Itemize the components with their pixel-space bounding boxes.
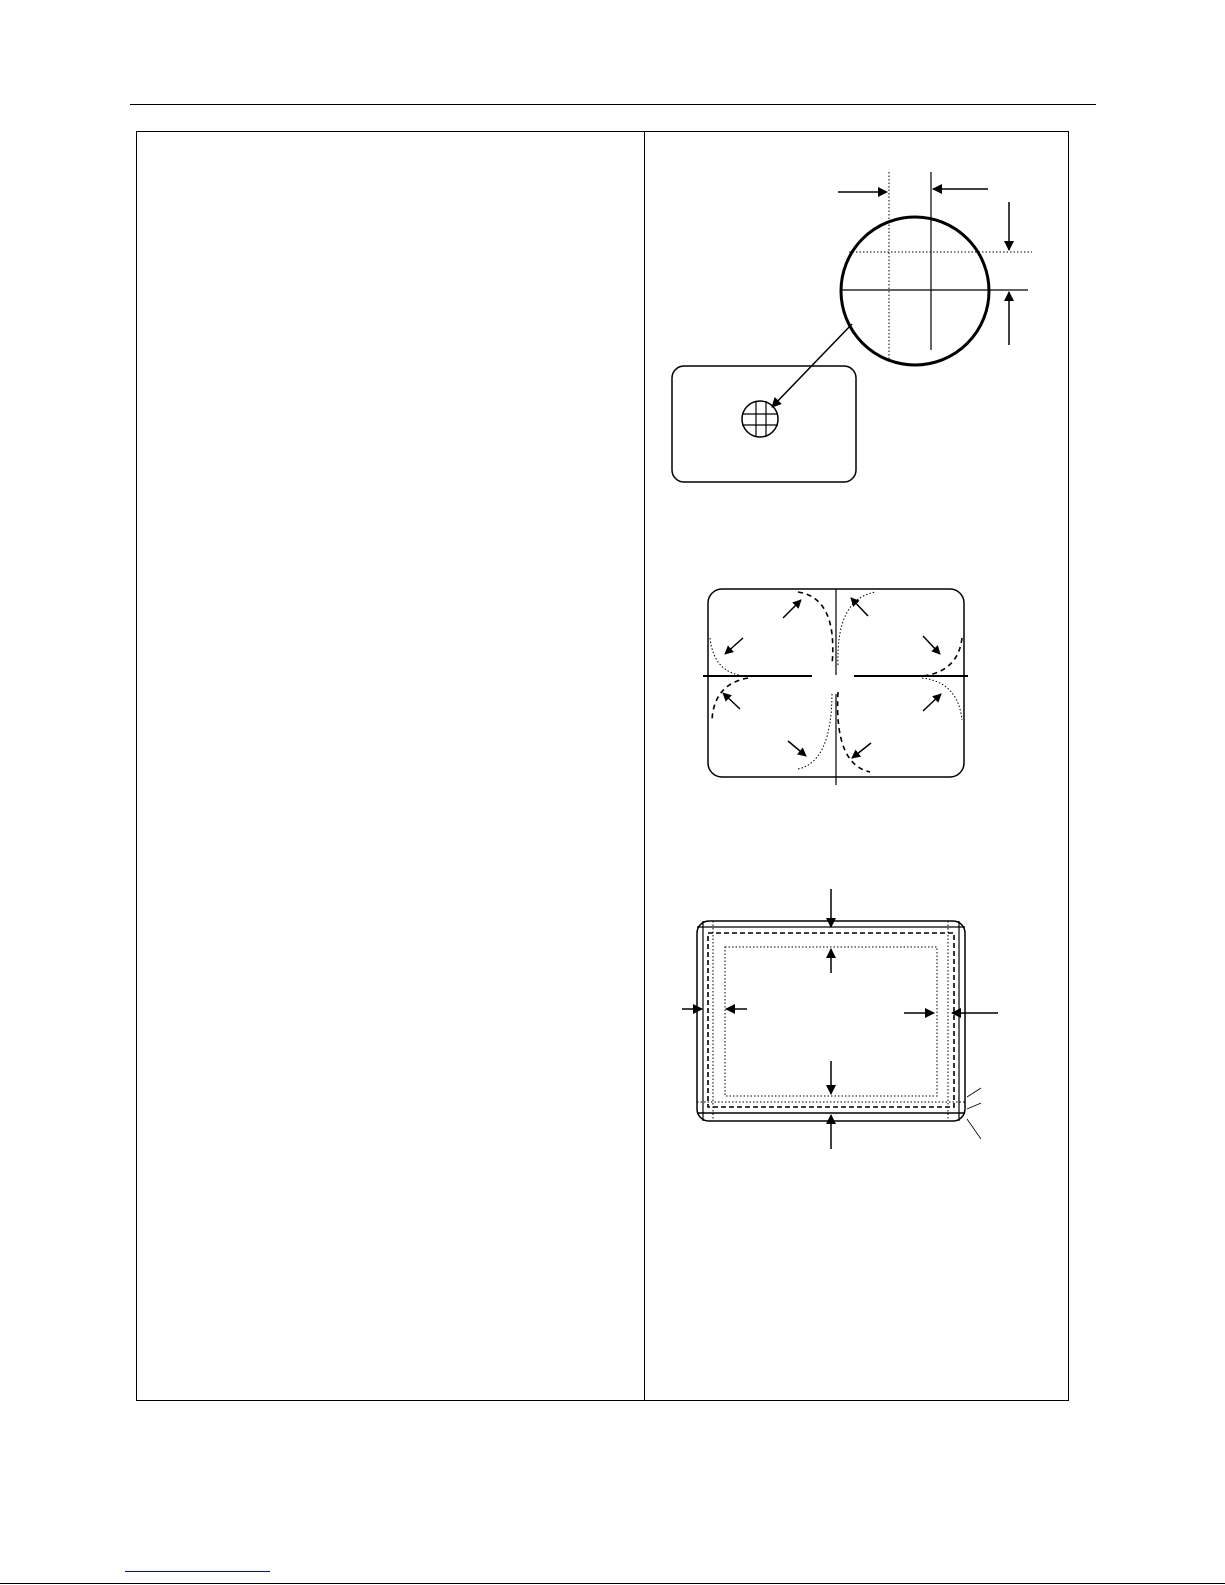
text-column: [137, 132, 643, 1400]
correction-arrow: [851, 598, 868, 616]
column-divider: [644, 131, 645, 1401]
footer-rule: [0, 1583, 1225, 1584]
correction-arrow: [852, 743, 871, 758]
correction-arrow: [723, 693, 740, 709]
leader-line: [967, 1103, 981, 1109]
convergence-detail-figure: [660, 160, 1040, 490]
leader-line: [967, 1119, 981, 1139]
edge-alignment-figure: [680, 885, 1020, 1165]
header-rule: [130, 104, 1096, 105]
correction-arrow: [725, 638, 743, 654]
pincushion-correction-figure: [700, 580, 980, 785]
screen-outline: [672, 366, 856, 482]
correction-arrow: [923, 636, 940, 654]
correction-arrow: [788, 741, 806, 756]
magnified-circle: [841, 217, 989, 365]
leader-line: [967, 1088, 981, 1097]
correction-arrow: [923, 694, 941, 711]
correction-arrow: [783, 600, 801, 618]
footer-link[interactable]: [125, 1571, 270, 1572]
